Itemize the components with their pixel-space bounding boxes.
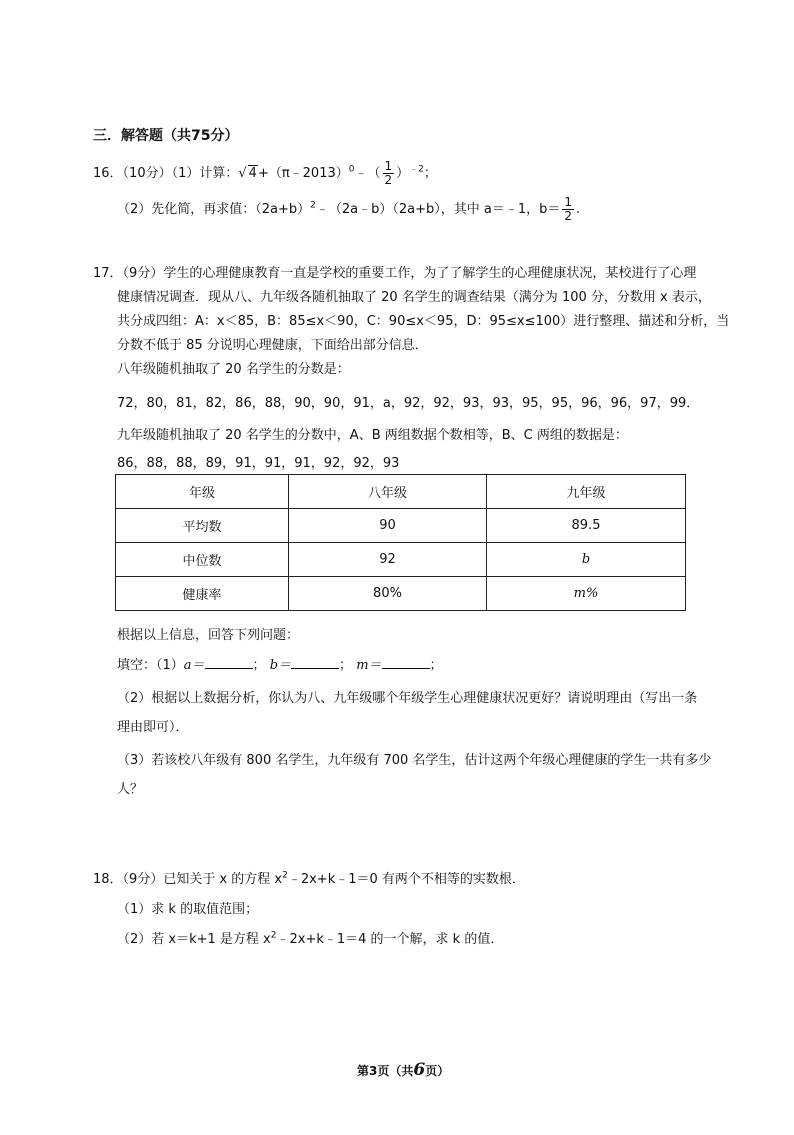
fraction-denominator: 2: [564, 209, 573, 223]
answer-intro: 根据以上信息，回答下列问题：: [117, 628, 300, 643]
fill-a-label: a＝: [183, 658, 205, 673]
table-cell: 平均数: [116, 509, 289, 543]
q17-part3-line-1: （3）若该校八年级有 800 名学生，九年级有 700 名学生，估计这两个年级心理健康的学生一共有多少: [117, 753, 712, 768]
table-header-cell: 九年级: [487, 475, 686, 509]
question-16-part-2: [117, 196, 580, 223]
answer-blank-m[interactable]: [382, 657, 430, 669]
q18-p2-exponent: 2: [270, 930, 277, 941]
fill-sep: ；: [339, 658, 353, 673]
fraction-numerator: 1: [564, 195, 573, 209]
table-cell: 89.5: [487, 509, 686, 543]
q16-p2-end: .: [576, 202, 581, 217]
table-cell: 80%: [289, 577, 487, 611]
fill-sep: ；: [429, 658, 443, 673]
fill-b-label: b＝: [269, 658, 292, 673]
q16-p2-lead: （2）先化简，再求值：（2a+b）: [117, 202, 311, 217]
grade9-scores: 86，88，88，89，91，91，91，92，92，93: [117, 456, 400, 471]
q17-line-3: 共分成四组：A：x＜85，B：85≤x＜90，C：90≤x＜95，D：95≤x≤100）进行整理、描述和分析，当: [117, 314, 730, 329]
table-row: [116, 577, 686, 611]
table-cell: 健康率: [116, 577, 289, 611]
footer-suffix: 页）: [425, 1064, 450, 1078]
table-header-row: [116, 475, 686, 509]
q16-head: 16．（10分）（1）计算：: [93, 166, 239, 181]
section-title: 三．解答题（共75分）: [93, 128, 239, 144]
q18-line1-a: 18．（9分）已知关于 x 的方程 x: [93, 872, 283, 887]
fill-in-line: [117, 654, 443, 673]
fraction-numerator: 1: [384, 159, 393, 173]
table-row: [116, 509, 686, 543]
fill-sep: ；: [252, 658, 266, 673]
statistics-table: [115, 474, 686, 611]
q16-expr-minus: ﹣（: [354, 166, 381, 181]
q16-p2-fraction-half: [562, 196, 574, 223]
q16-expr-end: ；: [423, 166, 437, 181]
q18-part-1: （1）求 k 的取值范围；: [117, 902, 259, 917]
q18-line-1: [93, 868, 525, 887]
q18-exponent: 2: [282, 870, 288, 881]
q17-line-4: 分数不低于 85 分说明心理健康，下面给出部分信息．: [117, 338, 428, 353]
q17-line-2: 健康情况调查．现从八、九年级各随机抽取了 20 名学生的调查结果（满分为 100 分，分数用 x 表示，: [117, 290, 711, 305]
q17-part2-line-1: （2）根据以上数据分析，你认为八、九年级哪个年级学生心理健康状况更好？请说明理由（写出一条: [117, 691, 698, 706]
table-cell: b: [487, 543, 686, 577]
fraction-denominator: 2: [384, 173, 393, 187]
grade9-intro: 九年级随机抽取了 20 名学生的分数中，A、B 两组数据个数相等，B、C 两组的数据是：: [117, 428, 628, 443]
q18-line1-b: ﹣2x+k﹣1＝0 有两个不相等的实数根．: [287, 872, 525, 887]
question-16-part-1: [93, 160, 437, 187]
table-cell: 90: [289, 509, 487, 543]
q16-exponent-zero: 0: [348, 164, 355, 175]
page-footer: [357, 1060, 449, 1080]
sqrt-sign: √: [238, 166, 247, 181]
answer-blank-a[interactable]: [205, 657, 253, 669]
q16-p2-exponent: 2: [310, 200, 316, 211]
grade8-scores: 72，80，81，82，86，88，90，90，91，a，92，92，93，93，95，95，96，96，97，99．: [117, 396, 700, 411]
q17-part2-line-2: 理由即可）．: [117, 720, 189, 735]
q16-expr-mid: +（π﹣2013）: [257, 166, 349, 181]
footer-prefix: 第3页（共: [357, 1064, 414, 1078]
table-cell: 中位数: [116, 543, 289, 577]
grade8-intro: 八年级随机抽取了 20 名学生的分数是：: [117, 362, 350, 377]
sqrt-radicand: 4: [248, 166, 257, 181]
table-row: [116, 543, 686, 577]
footer-total-pages: 6: [413, 1060, 426, 1080]
fill-m-label: m＝: [356, 658, 382, 673]
q18-p2-b: ﹣2x+k﹣1＝4 的一个解，求 k 的值．: [276, 932, 504, 947]
q16-exponent-neg2: ﹣2: [409, 164, 424, 175]
q18-p2-a: （2）若 x＝k+1 是方程 x: [117, 932, 271, 947]
q18-part-2: [117, 928, 503, 947]
fill-lead: 填空：（1）: [117, 658, 184, 673]
table-header-cell: 年级: [116, 475, 289, 509]
q17-part3-line-2: 人？: [117, 782, 144, 797]
table-cell: 92: [289, 543, 487, 577]
answer-blank-b[interactable]: [291, 657, 339, 669]
q16-p2-rest: ﹣（2a﹣b）（2a+b），其中 a＝﹣1，b＝: [315, 202, 561, 217]
table-cell: m%: [487, 577, 686, 611]
q16-expr-close: ）: [396, 166, 410, 181]
table-header-cell: 八年级: [289, 475, 487, 509]
q17-line-1: 17．（9分）学生的心理健康教育一直是学校的重要工作，为了了解学生的心理健康状况，某校进行了心理: [93, 266, 697, 281]
q16-fraction-half: [383, 160, 395, 187]
